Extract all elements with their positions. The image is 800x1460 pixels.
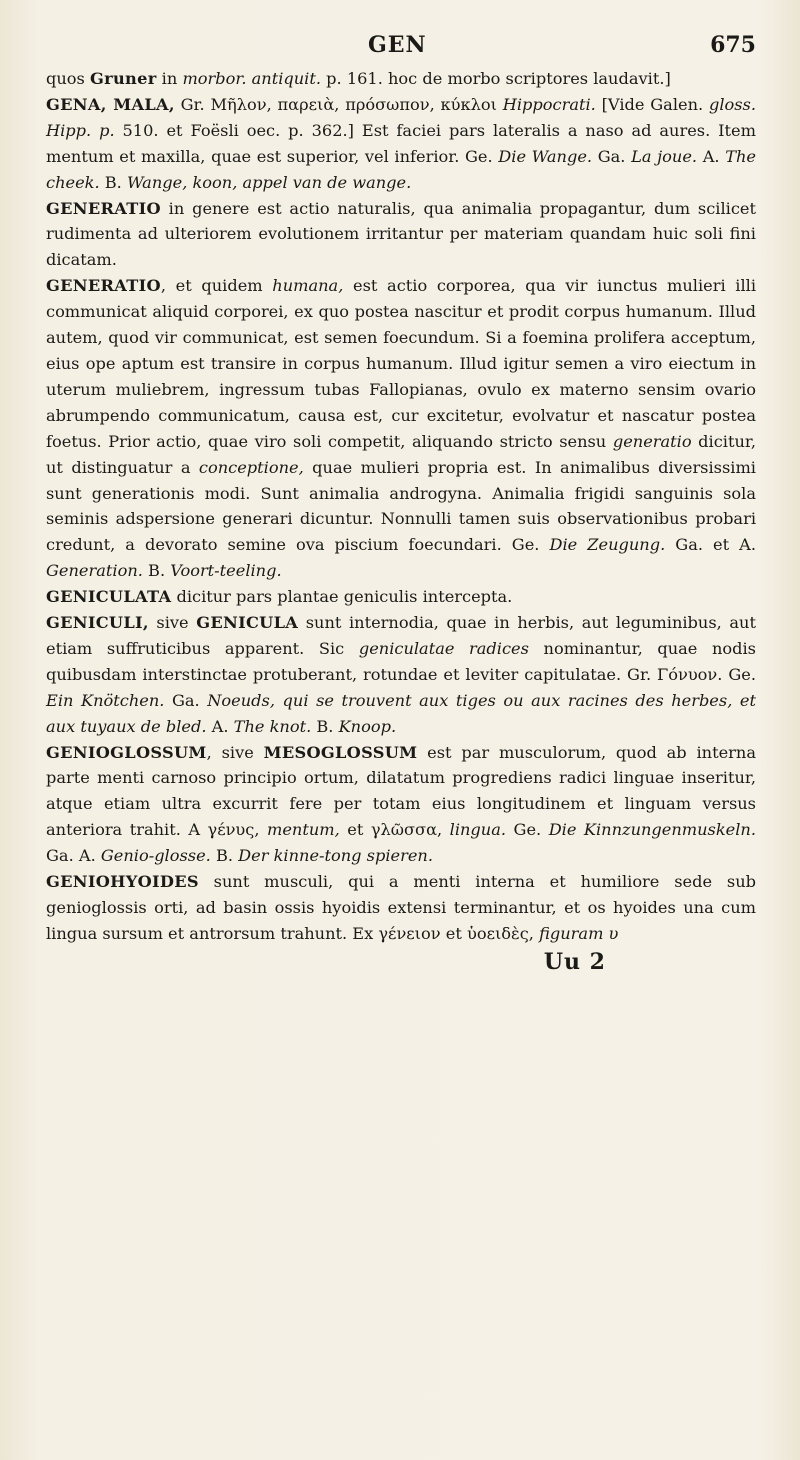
body-text: B.	[142, 561, 171, 581]
body-text: , et quidem	[160, 276, 273, 296]
dictionary-entry	[46, 66, 756, 92]
body-text: quae mulieri propria est. In animalibus diversissimi sunt generationis modi. Sunt animalia androgyna. Animalia frigidi sanguinis sola seminis adspersione generari dicuntur. Nonnulli tamen suis observationibus probari credunt, a devorato semine ova piscium foecundari. Ge.	[46, 457, 756, 555]
entry-lemma: GENA, MALA,	[46, 94, 175, 114]
italic-text: Generation.	[46, 561, 143, 581]
italic-text: Die Kinnzungenmuskeln.	[548, 820, 757, 840]
bold-text: GENICULA	[196, 613, 299, 633]
body-text: 510. et Foësli oec. p. 362.] Est faciei pars lateralis a naso ad aures. Item mentum et maxilla, quae est superior, vel inferior. Ge.	[46, 120, 756, 166]
entry-lemma: GENERATIO	[46, 276, 161, 296]
body-text: est actio corporea, qua vir iunctus mulieri illi communicat aliquid corporei, ex quo postea nascitur et prodit corpus humanum. Illud autem, quod vir communicat, est semen foecundum. Si a foemina prolifera acceptum, eius ope aptum est transire in corpus humanum. Illud igitur semen a viro eiectum in uterum muliebrem, ingressum tubas Fallopianas, ovulo ex materno sensim ovario abrumpendo communicatum, causa est, cur excitetur, evolvatur et nascatur postea foetus. Prior actio, quae viro soli competit, aliquando stricto sensu	[46, 276, 756, 451]
body-text: B.	[311, 716, 339, 736]
body-text: sive	[148, 613, 197, 633]
italic-text: Die Wange.	[498, 146, 593, 166]
page-number: 675	[710, 32, 756, 58]
bold-text: Gruner	[90, 69, 157, 88]
italic-text: Voort-teeling.	[170, 561, 282, 581]
body-text: B.	[99, 172, 127, 192]
body-text: Ga. et A.	[665, 535, 756, 555]
italic-text: The knot.	[233, 716, 312, 736]
entry-lemma: GENICULATA	[46, 587, 172, 607]
bold-text: MESOGLOSSUM	[263, 742, 418, 762]
body-text: in	[156, 69, 183, 88]
italic-text: Ein Knötchen.	[46, 690, 165, 710]
dictionary-entry	[46, 869, 756, 947]
running-head: GEN	[368, 32, 427, 58]
body-text: A.	[697, 146, 726, 166]
italic-text: conceptione,	[198, 457, 304, 477]
body-text: sunt internodia, quae in herbis, aut leguminibus, aut etiam suffruticibus apparent. Sic	[46, 613, 756, 658]
italic-text: geniculatae radices	[358, 638, 529, 658]
italic-text: Der kinne-tong spieren.	[238, 846, 433, 866]
entry-lemma: GENIOGLOSSUM	[46, 742, 207, 762]
body-text: Ge.	[506, 820, 549, 840]
body-text: Ga. A.	[46, 846, 101, 866]
dictionary-entry	[46, 92, 756, 196]
signature-mark: Uu 2	[543, 948, 606, 975]
body-text: dicitur pars plantae geniculis intercepta.	[171, 587, 513, 607]
dictionary-entry	[46, 610, 756, 740]
italic-text: figuram υ	[539, 923, 619, 943]
italic-text: Knoop.	[338, 716, 397, 736]
italic-text: mentum,	[266, 820, 340, 840]
italic-text: Hippocrati.	[502, 94, 596, 114]
italic-text: Genio-glosse.	[100, 846, 211, 866]
page-header	[46, 18, 756, 66]
dictionary-entry	[46, 196, 756, 274]
body-text: sunt musculi, qui a menti interna et humiliore sede sub genioglossis orti, ad basin ossis hyoidis extensi terminantur, et os hyoides una cum lingua sursum et antrorsum trahunt. Ex γένειον et ὑοειδὲς,	[46, 872, 756, 943]
entry-lemma: GENICULI,	[46, 613, 149, 633]
italic-text: morbor. antiquit.	[182, 69, 322, 88]
entry-lemma: GENIOHYOIDES	[46, 872, 199, 892]
italic-text: humana,	[272, 276, 344, 296]
body-text: [Vide Galen.	[595, 94, 709, 114]
dictionary-entry	[46, 584, 756, 610]
body-text: B.	[210, 846, 239, 866]
body-text: Ga.	[592, 146, 632, 166]
body-text: in genere est actio naturalis, qua animalia propagantur, dum scilicet rudimenta ad ulteriorem evolutionem irritantur per materiam quandam huic soli fini dicatam.	[46, 198, 756, 270]
body-text: , sive	[206, 742, 264, 762]
body-text: est par musculorum, quod ab interna parte menti carnoso principio ortum, dilatatum progrediens radici linguae inseritur, atque etiam ultra excurrit fere per totam eius longitudinem et linguam versus anteriora trahit. A γένυς,	[46, 742, 756, 840]
italic-text: gloss. Hipp. p.	[46, 94, 756, 140]
dictionary-entry	[46, 273, 756, 584]
italic-text: Die Zeugung.	[549, 535, 666, 555]
dictionary-text	[46, 66, 756, 947]
body-text: p. 161. hoc de morbo scriptores laudavit.]	[321, 69, 671, 88]
body-text: dicitur, ut distinguatur a	[46, 431, 756, 477]
body-text: nominantur, quae nodis quibusdam interstinctae protuberant, rotundae et leviter capitulatae. Gr. Γόνυον. Ge.	[46, 638, 756, 684]
italic-text: generatio	[612, 431, 692, 451]
italic-text: The cheek.	[46, 146, 756, 192]
body-text: et γλῶσσα,	[339, 820, 450, 840]
body-text: quos	[46, 69, 90, 88]
dictionary-entry	[46, 740, 756, 870]
italic-text: La joue.	[631, 146, 698, 166]
body-text: A.	[206, 716, 234, 736]
italic-text: Noeuds, qui se trouvent aux tiges ou aux racines des herbes, et aux tuyaux de bled.	[46, 690, 756, 736]
body-text: Ga.	[164, 690, 208, 710]
italic-text: lingua.	[449, 820, 507, 840]
entry-lemma: GENERATIO	[46, 198, 161, 218]
body-text: Gr. Μῆλον, παρειὰ, πρόσωπον, κύκλοι	[174, 94, 503, 114]
italic-text: Wange, koon, appel van de wange.	[126, 172, 412, 192]
